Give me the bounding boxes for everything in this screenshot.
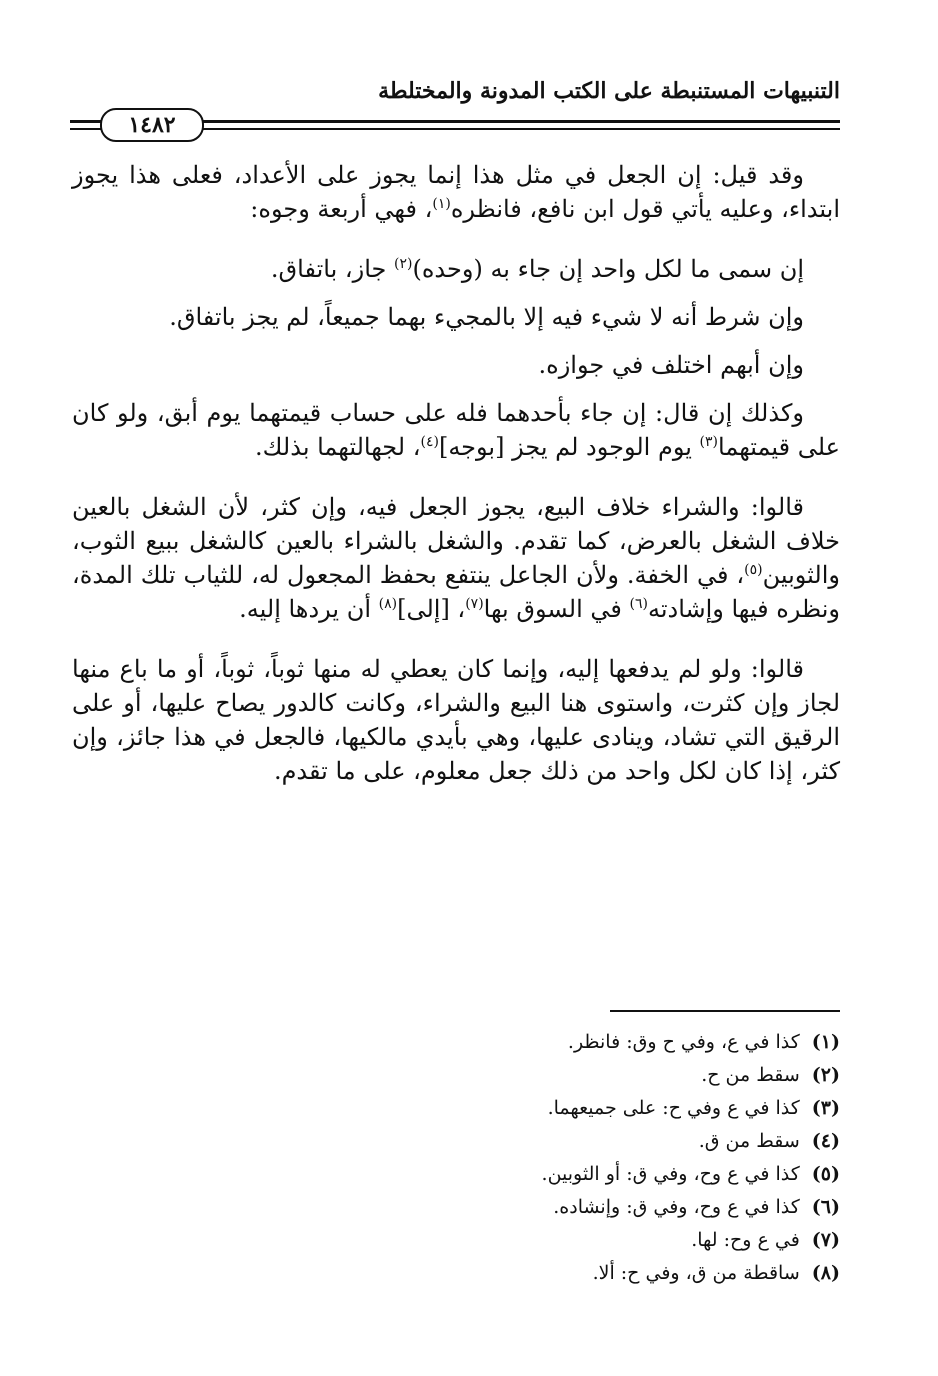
footnote-number: (٢) (811, 1064, 840, 1086)
footnote-ref: (٢) (394, 256, 413, 272)
footnote (542, 1257, 840, 1290)
footnote-text: سقط من ق. (698, 1130, 800, 1152)
footnote-ref: (٣) (699, 434, 719, 450)
footnote-separator (610, 1010, 840, 1012)
footnote (542, 1059, 840, 1092)
footnote-text: كذا في ع وح، وفي ق: أو الثوبين. (541, 1163, 800, 1185)
paragraph-text: وإن شرط أنه لا شيء فيه إلا بالمجيء بهما جميعاً، لم يجز باتفاق. (169, 303, 804, 331)
paragraph (72, 490, 840, 626)
paragraph-text: أن يردها إليه. (239, 595, 379, 623)
footnote-text: كذا في ع وح، وفي ق: وإنشاده. (553, 1196, 800, 1218)
footnote-number: (٤) (811, 1130, 840, 1152)
footnote-text: كذا في ع وفي ح: على جميعهما. (547, 1097, 800, 1119)
footnote-ref: (٨) (378, 596, 398, 612)
paragraph-text: في السوق بها (483, 595, 630, 623)
paragraph-text: ، لجهالتهما بذلك. (255, 433, 421, 461)
footnotes (542, 1026, 840, 1290)
paragraph-text: وقد قيل: إن الجعل في مثل هذا إنما يجوز على الأعداد، فعلى هذا يجوز ابتداء، وعليه يأتي قول ابن نافع، فانظره (72, 161, 840, 223)
paragraph-text: إن سمى ما لكل واحد إن جاء به (وحده) (412, 255, 804, 283)
footnote (542, 1158, 840, 1191)
footnote-number: (٣) (811, 1097, 840, 1119)
footnote-number: (٥) (811, 1163, 840, 1185)
footnote (542, 1092, 840, 1125)
footnote-number: (٨) (811, 1262, 840, 1284)
paragraph-text: وإن أبهم اختلف في جوازه. (538, 351, 804, 379)
footnote (542, 1224, 840, 1257)
footnote-number: (٦) (811, 1196, 840, 1218)
footnote-text: سقط من ح. (701, 1064, 800, 1086)
paragraph (72, 348, 840, 382)
paragraph-text: جاز، باتفاق. (270, 255, 395, 283)
paragraph (72, 300, 840, 334)
footnote-number: (١) (811, 1031, 840, 1053)
paragraph-text: يوم الوجود لم يجز [بوجه] (438, 433, 700, 461)
footnote (542, 1125, 840, 1158)
paragraph (72, 396, 840, 464)
footnote-text: كذا في ع، وفي ح وق: فانظر. (567, 1031, 800, 1053)
paragraph (72, 252, 840, 286)
paragraph-text: ، في الخفة. ولأن الجاعل ينتفع بحفظ المجعول له، للثياب تلك المدة، ونظره فيها وإشادته (72, 561, 840, 623)
page-header (70, 78, 840, 148)
footnote-ref: (٤) (420, 434, 439, 450)
paragraph-text: ، فهي أربعة وجوه: (250, 195, 433, 223)
main-text (72, 158, 840, 814)
footnote-text: ساقطة من ق، وفي ح: ألا. (592, 1262, 800, 1284)
footnote-ref: (١) (432, 196, 451, 212)
page-number: ١٤٨٢ (100, 108, 204, 142)
footnote-ref: (٦) (629, 596, 648, 612)
footnote-text: في ع وح: لها. (691, 1229, 800, 1251)
footnote-number: (٧) (811, 1229, 840, 1251)
footnote (542, 1026, 840, 1059)
paragraph (72, 652, 840, 788)
paragraph (72, 158, 840, 226)
running-title: التنبيهات المستنبطة على الكتب المدونة والمختلطة (378, 78, 840, 104)
footnote-ref: (٥) (744, 562, 763, 578)
paragraph-text: قالوا: ولو لم يدفعها إليه، وإنما كان يعطي له منها ثوباً، ثوباً، أو ما باع منها لجاز وإن كثرت، واستوى هنا البيع والشراء، وكانت كالدور يصاح عليها، أو على الرقيق التي تشاد، وينادى عليها، وهي بأيدي مالكيها، فالجعل في هذا جائز، وإن كثر، إذا كان لكل واحد من ذلك جعل معلوم، على ما تقدم. (72, 655, 840, 785)
paragraph-text: ، [إلى] (397, 595, 466, 623)
footnote-ref: (٧) (465, 596, 484, 612)
footnote (542, 1191, 840, 1224)
paragraph-text: وكذلك إن قال: إن جاء بأحدهما فله على حساب قيمتهما يوم أبق، ولو كان على قيمتهما (72, 399, 840, 461)
paragraph-text: قالوا: والشراء خلاف البيع، يجوز الجعل فيه، وإن كثر، لأن الشغل بالعين خلاف الشغل بالعرض، كما تقدم. والشغل بالشراء بالعين كالشغل ببيع الثوب، والثوبين (72, 493, 840, 589)
